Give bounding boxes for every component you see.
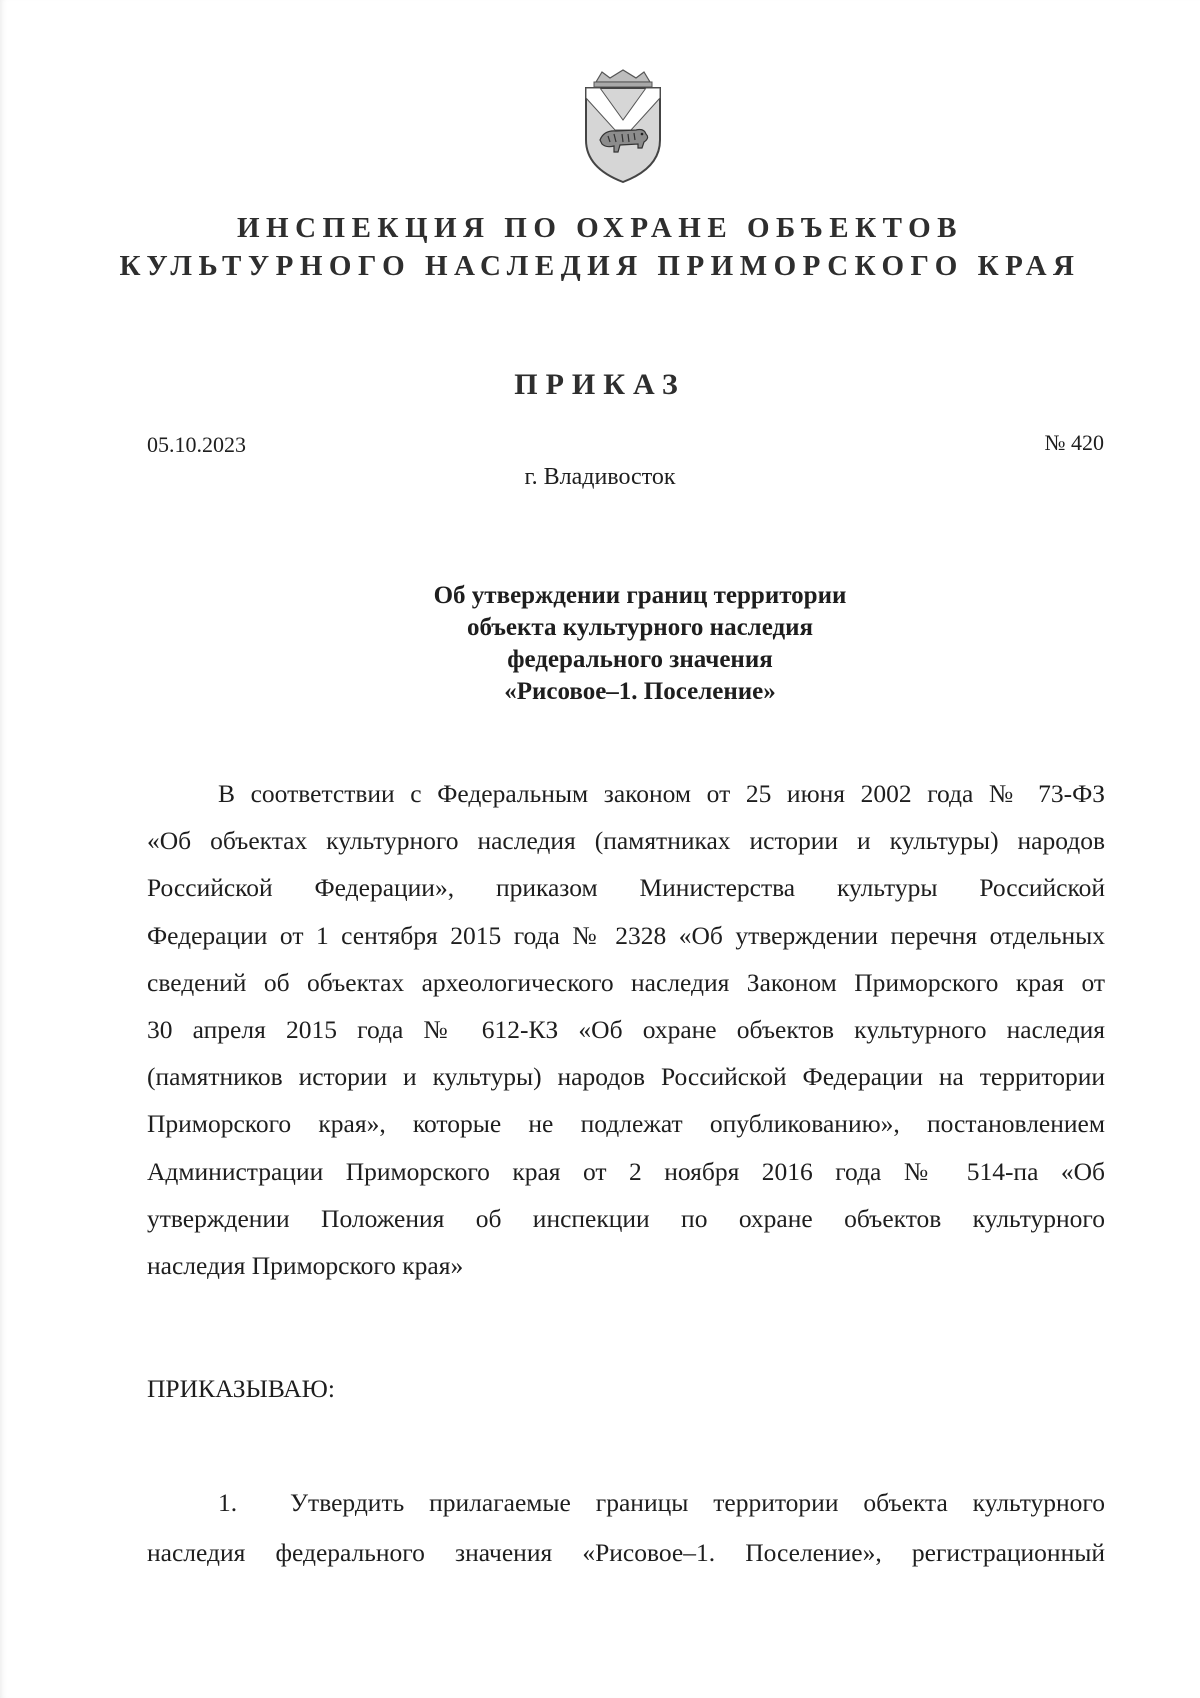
organization-name-line-1: ИНСПЕКЦИЯ ПО ОХРАНЕ ОБЪЕКТОВ	[236, 212, 964, 244]
document-title	[300, 580, 980, 708]
preamble-line: Приморского края», которые не подлежат опубликованию», постановлением	[147, 1109, 1105, 1139]
document-number: № 420	[1044, 430, 1104, 455]
preamble-line: 30 апреля 2015 года № 612-КЗ «Об охране объектов культурного наследия	[147, 1015, 1105, 1045]
preamble-line: сведений об объектах археологического наследия Законом Приморского края от	[147, 967, 1105, 997]
order-word: ПРИКАЗЫВАЮ:	[147, 1374, 335, 1403]
title-line: «Рисовое–1. Поселение»	[504, 678, 776, 705]
order-item-line: наследия федерального значения «Рисовое–1. Поселение», регистрационный	[147, 1538, 1105, 1567]
document-type-heading: ПРИКАЗ	[514, 368, 686, 401]
title-line: Об утверждении границ территории	[433, 582, 847, 609]
preamble-line: утверждении Положения об инспекции по охране объектов культурного	[147, 1203, 1105, 1233]
preamble-line: наследия Приморского края»	[147, 1251, 464, 1281]
order-item-line	[147, 1478, 1105, 1528]
title-line: федерального значения	[507, 646, 773, 673]
preamble-line: (памятников истории и культуры) народов Российской Федерации на территории	[147, 1062, 1105, 1092]
title-line: объекта культурного наследия	[466, 614, 814, 641]
document-city: г. Владивосток	[524, 464, 676, 490]
preamble-line: Федерации от 1 сентября 2015 года № 2328 «Об утверждении перечня отдельных	[147, 920, 1105, 950]
order-item-number: 1.	[218, 1488, 238, 1517]
preamble-line: «Об объектах культурного наследия (памятниках истории и культуры) народов	[147, 826, 1105, 856]
preamble-line: Российской Федерации», приказом Министерства культуры Российской	[147, 873, 1105, 903]
document-date: 05.10.2023	[147, 432, 246, 457]
coat-of-arms-icon	[578, 68, 668, 186]
preamble-paragraph	[147, 770, 1105, 1289]
order-item-1	[147, 1478, 1105, 1578]
order-item-text: Утвердить прилагаемые границы территории объекта культурного	[290, 1488, 1105, 1517]
preamble-line: Администрации Приморского края от 2 ноября 2016 года № 514-па «Об	[147, 1156, 1105, 1186]
organization-name-line-2: КУЛЬТУРНОГО НАСЛЕДИЯ ПРИМОРСКОГО КРАЯ	[119, 250, 1081, 282]
preamble-line: В соответствии с Федеральным законом от 25 июня 2002 года № 73-ФЗ	[218, 779, 1105, 808]
